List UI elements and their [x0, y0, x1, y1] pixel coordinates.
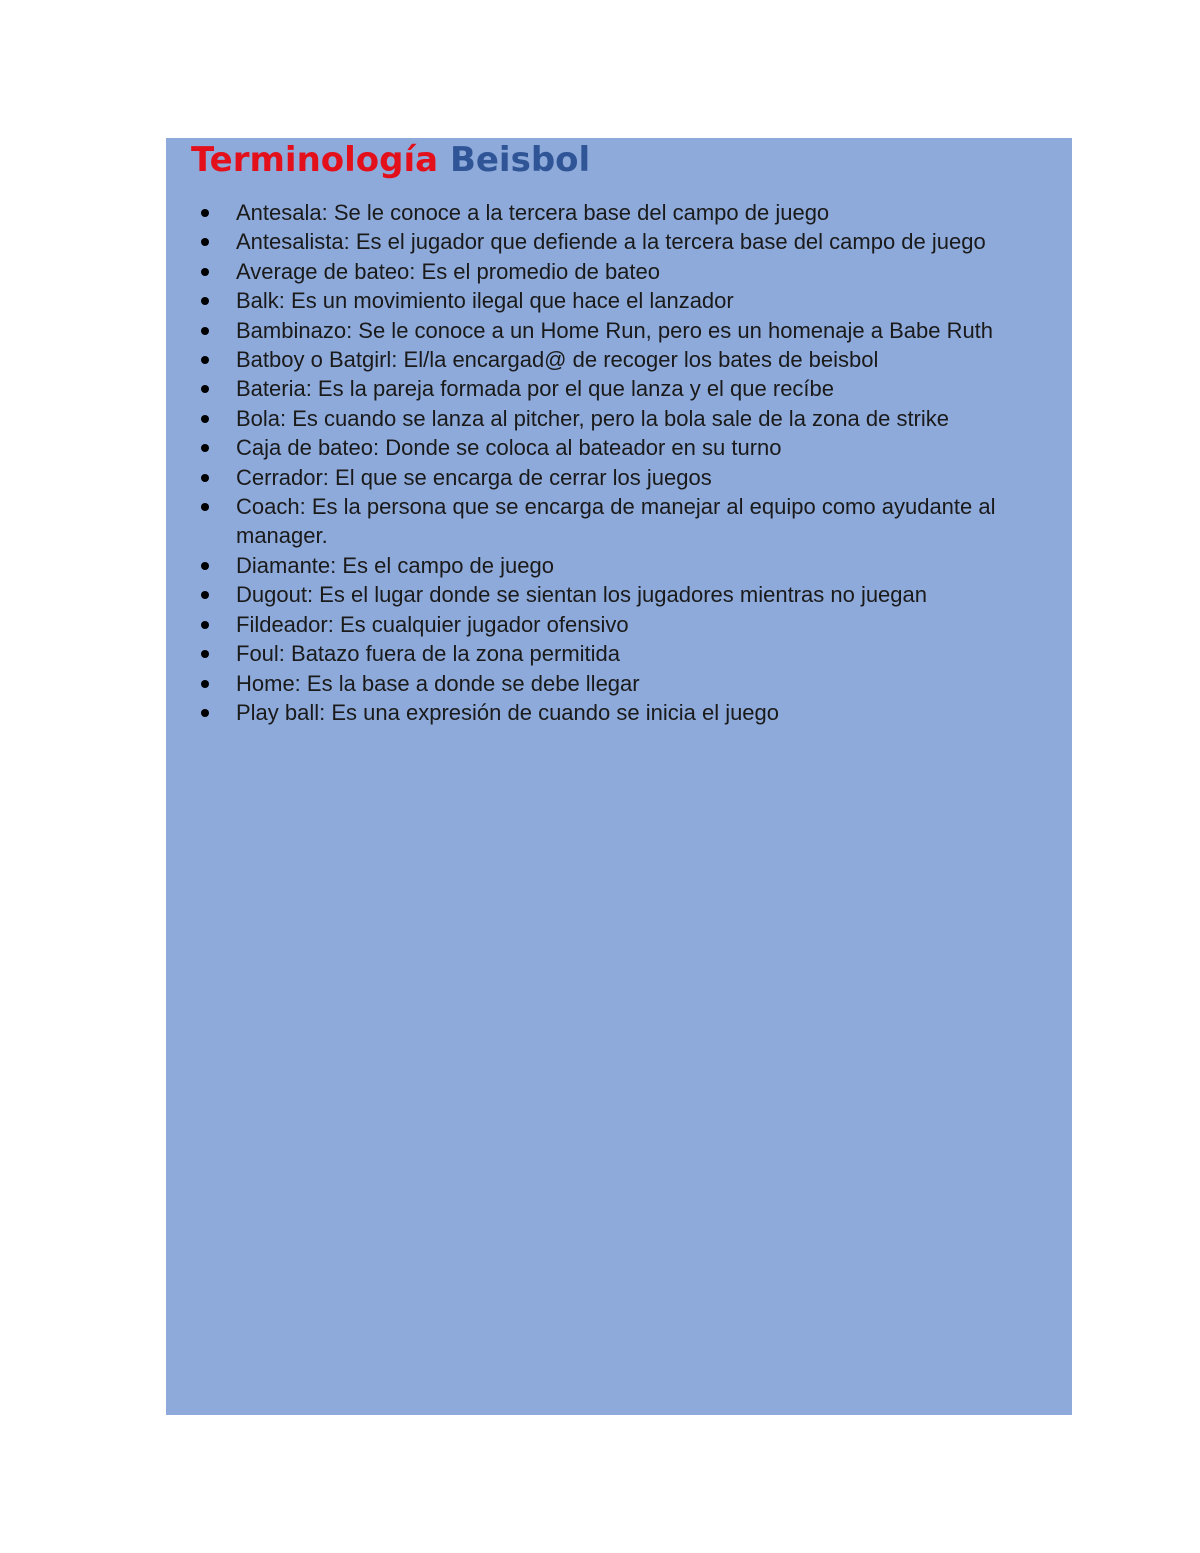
term-text: Coach: Es la persona que se encarga de manejar al equipo como ayudante al manager. — [236, 494, 996, 549]
term-item — [166, 580, 1056, 609]
term-text: Average de bateo: Es el promedio de bateo — [236, 258, 661, 284]
document-panel — [166, 138, 1072, 1415]
term-text: Dugout: Es el lugar donde se sientan los jugadores mientras no juegan — [236, 582, 928, 608]
bullet-icon — [201, 591, 209, 599]
term-text: Foul: Batazo fuera de la zona permitida — [236, 641, 621, 667]
term-item — [166, 639, 1056, 668]
term-text: Bateria: Es la pareja formada por el que lanza y el que recíbe — [236, 376, 835, 402]
term-text: Play ball: Es una expresión de cuando se inicia el juego — [236, 699, 780, 725]
bullet-icon — [201, 415, 209, 423]
bullet-icon — [201, 327, 209, 335]
term-item — [166, 492, 1056, 551]
bullet-icon — [201, 356, 209, 364]
term-item — [166, 404, 1056, 433]
term-item — [166, 316, 1056, 345]
bullet-icon — [201, 444, 209, 452]
term-text: Bola: Es cuando se lanza al pitcher, pero la bola sale de la zona de strike — [236, 405, 950, 431]
bullet-icon — [201, 238, 209, 246]
term-item — [166, 374, 1056, 403]
term-text: Batboy o Batgirl: El/la encargad@ de recoger los bates de beisbol — [236, 347, 879, 373]
terms-list — [166, 198, 1056, 727]
title-terminologia: Terminología — [191, 140, 439, 180]
bullet-icon — [201, 297, 209, 305]
bullet-icon — [201, 385, 209, 393]
bullet-icon — [201, 268, 209, 276]
term-text: Antesalista: Es el jugador que defiende a la tercera base del campo de juego — [236, 229, 986, 255]
term-text: Balk: Es un movimiento ilegal que hace el lanzador — [236, 288, 734, 314]
term-item — [166, 551, 1056, 580]
term-text: Fildeador: Es cualquier jugador ofensivo — [236, 611, 629, 637]
term-item — [166, 257, 1056, 286]
title-beisbol: Beisbol — [449, 140, 591, 180]
term-item — [166, 463, 1056, 492]
term-item — [166, 286, 1056, 315]
term-item — [166, 433, 1056, 462]
bullet-icon — [201, 474, 209, 482]
term-text: Antesala: Se le conoce a la tercera base del campo de juego — [236, 200, 830, 225]
term-item — [166, 698, 1056, 727]
bullet-icon — [201, 209, 209, 217]
bullet-icon — [201, 503, 209, 511]
term-text: Cerrador: El que se encarga de cerrar los juegos — [236, 464, 712, 490]
term-text: Caja de bateo: Donde se coloca al bateador en su turno — [236, 435, 782, 461]
bullet-icon — [201, 650, 209, 658]
term-text: Bambinazo: Se le conoce a un Home Run, pero es un homenaje a Babe Ruth — [236, 317, 994, 343]
term-item — [166, 198, 1056, 227]
term-item — [166, 610, 1056, 639]
bullet-icon — [201, 709, 209, 717]
document-title — [191, 138, 590, 182]
term-item — [166, 669, 1056, 698]
term-item — [166, 227, 1056, 256]
term-text: Home: Es la base a donde se debe llegar — [236, 670, 640, 696]
bullet-icon — [201, 680, 209, 688]
bullet-icon — [201, 562, 209, 570]
term-text: Diamante: Es el campo de juego — [236, 552, 554, 578]
bullet-icon — [201, 621, 209, 629]
term-item — [166, 345, 1056, 374]
